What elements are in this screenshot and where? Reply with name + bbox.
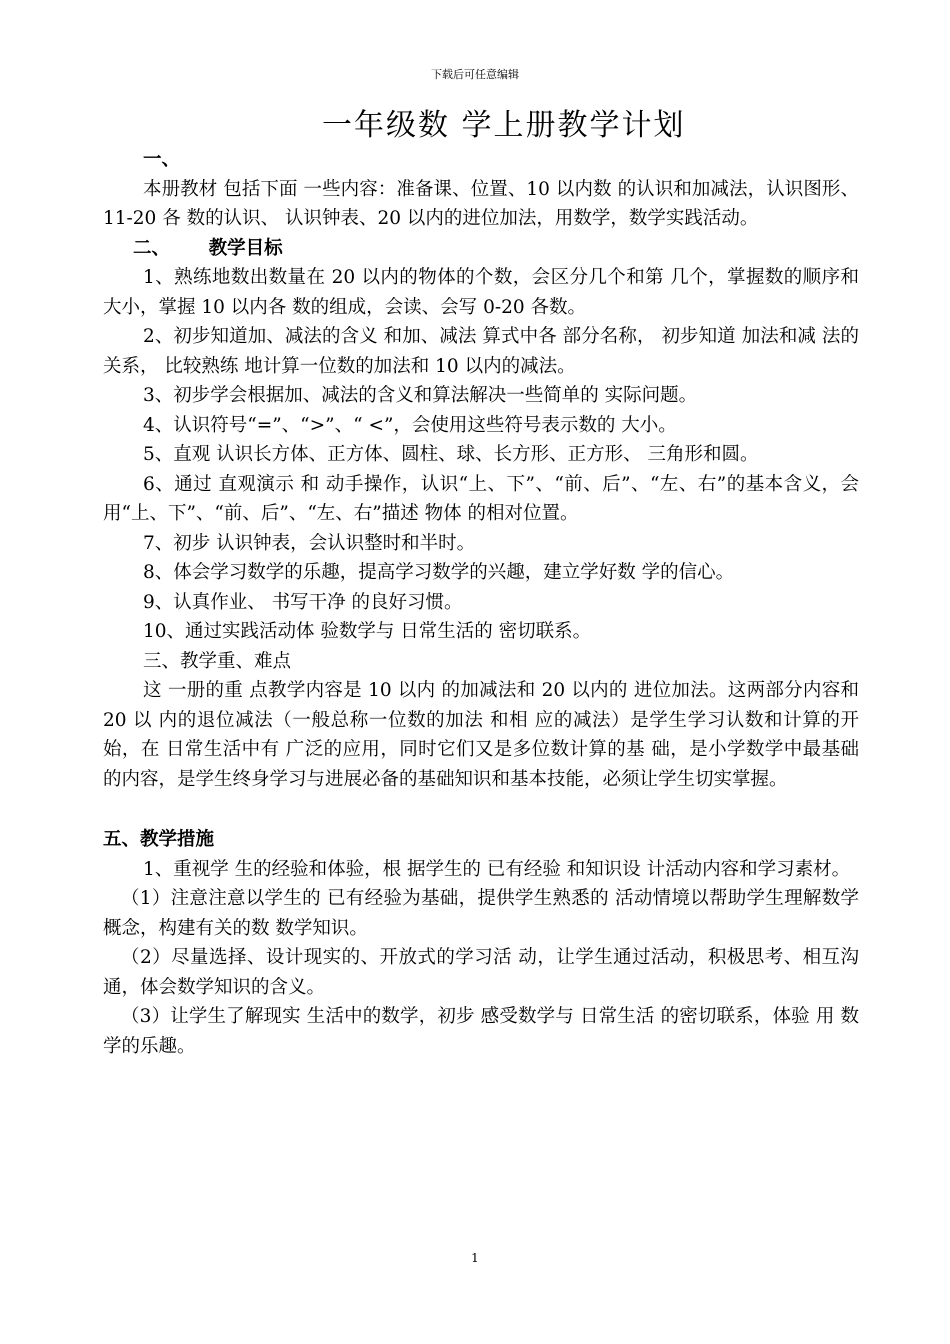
section-3-heading: 三、教学重、难点: [143, 650, 292, 672]
document-body: [103, 145, 859, 1061]
goal-item: 4、认识符号“=”、“>”、“ <”，会使用这些符号表示数的 大小。: [143, 414, 677, 436]
header-note: 下载后可任意编辑: [431, 68, 519, 81]
section-5-heading: 五、教学措施: [103, 829, 215, 850]
section-1-heading: 一、: [143, 149, 181, 170]
goal-item: 10、通过实践活动体 验数学与 日常生活的 密切联系。: [143, 621, 592, 642]
measure-item: （2）尽量选择、设计现实的、开放式的学习活 动，让学生通过活动，积极思考、相互沟通，体会数学知识的含义。: [103, 947, 859, 998]
document-title: 一年级数 学上册教学计划: [322, 108, 686, 143]
measure-item: 1、重视学 生的经验和体验，根 据学生的 已有经验 和知识设 计活动内容和学习素材。: [143, 858, 851, 880]
section-2-heading: 二、 教学目标: [133, 237, 283, 259]
paragraph-gap: [103, 794, 859, 825]
goal-item: 3、初步学会根据加、减法的含义和算法解决一些简单的 实际问题。: [143, 385, 698, 406]
section-3-text: 这 一册的重 点教学内容是 10 以内 的加减法和 20 以内的 进位加法。这两部分内容和 20 以 内的退位减法（一般总称一位数的加法 和相 应的减法）是学生学习认数和计算的开始，在 日常生活中有 广泛的应用，同时它们又是多位数计算的基 础，是小学数学中最基础的内容，是学生终身学习与进展必备的基础知识和基本技能，必须让学生切实掌握。: [103, 680, 859, 790]
page-number: 1: [471, 1251, 479, 1265]
section-1-text: 本册教材 包括下面 一些内容：准备课、位置、10 以内数 的认识和加减法，认识图形、 11-20 各 数的认识、 认识钟表、20 以内的进位加法，用数学，数学实践活动。: [103, 178, 859, 229]
goal-item: 1、熟练地数出数量在 20 以内的物体的个数，会区分几个和第 几个，掌握数的顺序和大小，掌握 10 以内各 数的组成，会读、会写 0-20 各数。: [103, 267, 859, 318]
measure-item: （1）注意注意以学生的 已有经验为基础，提供学生熟悉的 活动情境以帮助学生理解数学概念，构建有关的数 数学知识。: [103, 888, 859, 939]
goal-item: 7、初步 认识钟表，会认识整时和半时。: [143, 532, 476, 554]
measure-item: （3）让学生了解现实 生活中的数学，初步 感受数学与 日常生活 的密切联系，体验 用 数学的乐趣。: [103, 1006, 859, 1057]
goal-item: 5、直观 认识长方体、正方体、圆柱、球、长方形、正方形、 三角形和圆。: [143, 444, 759, 465]
goal-item: 9、认真作业、 书写干净 的良好习惯。: [143, 591, 463, 613]
goal-item: 8、体会学习数学的乐趣，提高学习数学的兴趣，建立学好数 学的信心。: [143, 562, 735, 583]
goal-item: 2、初步知道加、减法的含义 和加、减法 算式中各 部分名称， 初步知道 加法和减 法的关系， 比较熟练 地计算一位数的加法和 10 以内的减法。: [103, 326, 859, 377]
goal-item: 6、通过 直观演示 和 动手操作，认识“上、下”、“前、后”、“左、右”的基本含义，会用“上、下”、“前、后”、“左、右”描述 物体 的相对位置。: [103, 473, 859, 524]
